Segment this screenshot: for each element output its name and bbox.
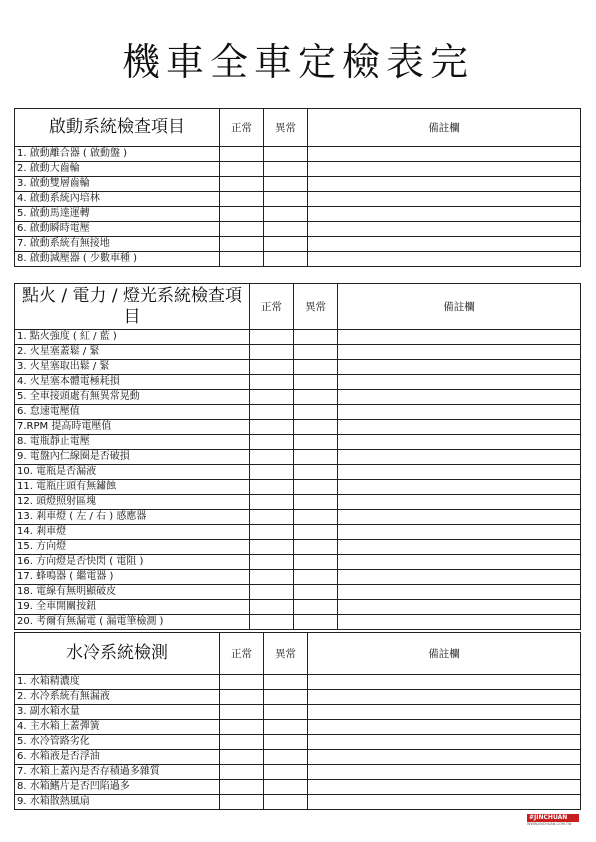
check-item-label: 2. 水冷系統有無漏液 — [15, 690, 220, 705]
abnormal-check-cell[interactable] — [264, 720, 308, 735]
normal-check-cell[interactable] — [250, 450, 294, 465]
check-item-label: 15. 方向燈 — [15, 540, 250, 555]
abnormal-check-cell[interactable] — [294, 420, 338, 435]
normal-check-cell[interactable] — [220, 720, 264, 735]
normal-check-cell[interactable] — [250, 495, 294, 510]
check-item-label: 5. 水冷管路劣化 — [15, 735, 220, 750]
table-row — [15, 465, 581, 480]
normal-check-cell[interactable] — [250, 585, 294, 600]
check-item-label: 16. 方向燈是否快閃 ( 電阻 ) — [15, 555, 250, 570]
logo-text: #JINCHUAN — [527, 814, 579, 822]
col-notes-header: 備註欄 — [308, 633, 581, 675]
table-row — [15, 600, 581, 615]
notes-cell[interactable] — [338, 540, 581, 555]
check-item-label: 13. 剎車燈 ( 左 / 右 ) 感應器 — [15, 510, 250, 525]
abnormal-check-cell[interactable] — [294, 540, 338, 555]
normal-check-cell[interactable] — [220, 705, 264, 720]
normal-check-cell[interactable] — [220, 795, 264, 810]
table-row — [15, 375, 581, 390]
abnormal-check-cell[interactable] — [294, 600, 338, 615]
col-abnormal-header: 異常 — [264, 633, 308, 675]
check-item-label: 8. 水箱鰭片是否凹陷過多 — [15, 780, 220, 795]
check-item-label: 20. 考爾有無漏電 ( 漏電筆檢測 ) — [15, 615, 250, 630]
check-item-label: 1. 啟動離合器 ( 啟動盤 ) — [15, 147, 220, 162]
abnormal-check-cell[interactable] — [264, 162, 308, 177]
abnormal-check-cell[interactable] — [264, 207, 308, 222]
table-row — [15, 420, 581, 435]
table-row — [15, 207, 581, 222]
col-notes-header: 備註欄 — [308, 109, 581, 147]
check-item-label: 19. 全車開關按鈕 — [15, 600, 250, 615]
normal-check-cell[interactable] — [220, 750, 264, 765]
abnormal-check-cell[interactable] — [264, 735, 308, 750]
table-row — [15, 192, 581, 207]
check-item-label: 17. 蜂鳴器 ( 繼電器 ) — [15, 570, 250, 585]
notes-cell[interactable] — [308, 735, 581, 750]
check-item-label: 12. 頭燈照射區塊 — [15, 495, 250, 510]
abnormal-check-cell[interactable] — [294, 390, 338, 405]
normal-check-cell[interactable] — [250, 465, 294, 480]
table-row — [15, 555, 581, 570]
check-item-label: 7.RPM 提高時電壓值 — [15, 420, 250, 435]
normal-check-cell[interactable] — [220, 690, 264, 705]
check-item-label: 6. 啟動瞬時電壓 — [15, 222, 220, 237]
table-row — [15, 177, 581, 192]
check-item-label: 9. 電盤內仁線圈是否破損 — [15, 450, 250, 465]
table-row — [15, 780, 581, 795]
notes-cell[interactable] — [338, 405, 581, 420]
notes-cell[interactable] — [338, 375, 581, 390]
table-row — [15, 525, 581, 540]
table-row — [15, 750, 581, 765]
col-abnormal-header: 異常 — [294, 284, 338, 330]
table-row — [15, 540, 581, 555]
table-row — [15, 345, 581, 360]
normal-check-cell[interactable] — [220, 192, 264, 207]
table-row — [15, 585, 581, 600]
notes-cell[interactable] — [308, 795, 581, 810]
section-3-rows — [15, 675, 581, 810]
col-abnormal-header: 異常 — [264, 109, 308, 147]
abnormal-check-cell[interactable] — [264, 222, 308, 237]
table-row — [15, 570, 581, 585]
notes-cell[interactable] — [308, 765, 581, 780]
table-row — [15, 330, 581, 345]
page-title: 機車全車定檢表完 — [121, 40, 474, 84]
abnormal-check-cell[interactable] — [294, 360, 338, 375]
normal-check-cell[interactable] — [250, 375, 294, 390]
table-row — [15, 390, 581, 405]
notes-cell[interactable] — [308, 147, 581, 162]
normal-check-cell[interactable] — [220, 735, 264, 750]
notes-cell[interactable] — [338, 480, 581, 495]
notes-cell[interactable] — [308, 252, 581, 267]
normal-check-cell[interactable] — [250, 330, 294, 345]
table-row — [15, 795, 581, 810]
table-row — [15, 690, 581, 705]
table-row — [15, 765, 581, 780]
table-row — [15, 720, 581, 735]
abnormal-check-cell[interactable] — [294, 615, 338, 630]
check-item-label: 6. 怠速電壓值 — [15, 405, 250, 420]
check-item-label: 2. 火星塞蓋鬆 / 緊 — [15, 345, 250, 360]
abnormal-check-cell[interactable] — [294, 450, 338, 465]
check-item-label: 18. 電線有無明顯破皮 — [15, 585, 250, 600]
abnormal-check-cell[interactable] — [294, 330, 338, 345]
check-item-label: 10. 電瓶是否漏液 — [15, 465, 250, 480]
normal-check-cell[interactable] — [220, 177, 264, 192]
check-item-label: 8. 電瓶靜止電壓 — [15, 435, 250, 450]
normal-check-cell[interactable] — [220, 147, 264, 162]
abnormal-check-cell[interactable] — [264, 780, 308, 795]
abnormal-check-cell[interactable] — [294, 585, 338, 600]
notes-cell[interactable] — [338, 615, 581, 630]
table-row — [15, 405, 581, 420]
check-item-label: 6. 水箱液是否浮油 — [15, 750, 220, 765]
abnormal-check-cell[interactable] — [264, 705, 308, 720]
notes-cell[interactable] — [338, 330, 581, 345]
normal-check-cell[interactable] — [250, 555, 294, 570]
abnormal-check-cell[interactable] — [294, 570, 338, 585]
abnormal-check-cell[interactable] — [294, 435, 338, 450]
notes-cell[interactable] — [308, 750, 581, 765]
check-item-label: 3. 啟動雙層齒輪 — [15, 177, 220, 192]
section-title: 啟動系統檢查項目 — [15, 109, 220, 147]
notes-cell[interactable] — [338, 600, 581, 615]
notes-cell[interactable] — [308, 690, 581, 705]
normal-check-cell[interactable] — [250, 480, 294, 495]
abnormal-check-cell[interactable] — [294, 405, 338, 420]
notes-cell[interactable] — [338, 435, 581, 450]
normal-check-cell[interactable] — [250, 540, 294, 555]
normal-check-cell[interactable] — [220, 237, 264, 252]
notes-cell[interactable] — [308, 222, 581, 237]
notes-cell[interactable] — [338, 570, 581, 585]
normal-check-cell[interactable] — [250, 525, 294, 540]
abnormal-check-cell[interactable] — [264, 147, 308, 162]
abnormal-check-cell[interactable] — [294, 495, 338, 510]
notes-cell[interactable] — [338, 450, 581, 465]
table-row — [15, 675, 581, 690]
check-item-label: 8. 啟動減壓器 ( 少數車種 ) — [15, 252, 220, 267]
notes-cell[interactable] — [308, 780, 581, 795]
section-2-rows — [15, 330, 581, 630]
notes-cell[interactable] — [338, 390, 581, 405]
abnormal-check-cell[interactable] — [294, 345, 338, 360]
notes-cell[interactable] — [308, 162, 581, 177]
check-item-label: 4. 火星塞本體電極耗損 — [15, 375, 250, 390]
notes-cell[interactable] — [308, 192, 581, 207]
table-row — [15, 147, 581, 162]
notes-cell[interactable] — [338, 420, 581, 435]
section-ignition-electrical-lighting — [14, 283, 581, 630]
check-item-label: 4. 主水箱上蓋彈簧 — [15, 720, 220, 735]
check-item-label: 11. 電瓶庄頭有無鏽蝕 — [15, 480, 250, 495]
notes-cell[interactable] — [338, 510, 581, 525]
normal-check-cell[interactable] — [220, 222, 264, 237]
col-normal-header: 正常 — [250, 284, 294, 330]
notes-cell[interactable] — [308, 177, 581, 192]
check-item-label: 3. 副水箱水量 — [15, 705, 220, 720]
check-item-label: 7. 水箱上蓋內是否存積過多雜質 — [15, 765, 220, 780]
table-row — [15, 705, 581, 720]
normal-check-cell[interactable] — [250, 570, 294, 585]
notes-cell[interactable] — [308, 705, 581, 720]
section-starter-system — [14, 108, 581, 267]
abnormal-check-cell[interactable] — [294, 480, 338, 495]
col-normal-header: 正常 — [220, 109, 264, 147]
normal-check-cell[interactable] — [220, 675, 264, 690]
table-row — [15, 480, 581, 495]
check-item-label: 4. 啟動系統內培林 — [15, 192, 220, 207]
notes-cell[interactable] — [338, 345, 581, 360]
table-row — [15, 435, 581, 450]
check-item-label: 7. 啟動系統有無接地 — [15, 237, 220, 252]
abnormal-check-cell[interactable] — [264, 177, 308, 192]
notes-cell[interactable] — [308, 675, 581, 690]
normal-check-cell[interactable] — [250, 600, 294, 615]
normal-check-cell[interactable] — [250, 510, 294, 525]
abnormal-check-cell[interactable] — [264, 765, 308, 780]
normal-check-cell[interactable] — [220, 780, 264, 795]
normal-check-cell[interactable] — [220, 765, 264, 780]
table-row — [15, 222, 581, 237]
table-row — [15, 360, 581, 375]
normal-check-cell[interactable] — [250, 435, 294, 450]
abnormal-check-cell[interactable] — [294, 525, 338, 540]
check-item-label: 14. 剎車燈 — [15, 525, 250, 540]
abnormal-check-cell[interactable] — [264, 750, 308, 765]
normal-check-cell[interactable] — [250, 405, 294, 420]
table-row — [15, 450, 581, 465]
notes-cell[interactable] — [338, 360, 581, 375]
check-item-label: 1. 點火強度 ( 紅 / 藍 ) — [15, 330, 250, 345]
logo-subtext: WWW.JINCHUAN.COM.TW — [527, 822, 572, 826]
table-row — [15, 495, 581, 510]
normal-check-cell[interactable] — [250, 345, 294, 360]
abnormal-check-cell[interactable] — [264, 795, 308, 810]
notes-cell[interactable] — [338, 555, 581, 570]
normal-check-cell[interactable] — [220, 252, 264, 267]
abnormal-check-cell[interactable] — [294, 375, 338, 390]
notes-cell[interactable] — [338, 525, 581, 540]
check-item-label: 5. 啟動馬達運轉 — [15, 207, 220, 222]
notes-cell[interactable] — [308, 720, 581, 735]
abnormal-check-cell[interactable] — [264, 252, 308, 267]
table-row — [15, 735, 581, 750]
check-item-label: 5. 全車接頭處有無異常晃動 — [15, 390, 250, 405]
check-item-label: 9. 水箱散熱風扇 — [15, 795, 220, 810]
abnormal-check-cell[interactable] — [294, 465, 338, 480]
notes-cell[interactable] — [308, 237, 581, 252]
normal-check-cell[interactable] — [220, 162, 264, 177]
abnormal-check-cell[interactable] — [294, 510, 338, 525]
abnormal-check-cell[interactable] — [264, 690, 308, 705]
table-row — [15, 237, 581, 252]
table-row — [15, 615, 581, 630]
abnormal-check-cell[interactable] — [264, 192, 308, 207]
normal-check-cell[interactable] — [250, 360, 294, 375]
table-row — [15, 510, 581, 525]
normal-check-cell[interactable] — [250, 390, 294, 405]
abnormal-check-cell[interactable] — [294, 555, 338, 570]
check-item-label: 1. 水箱精濃度 — [15, 675, 220, 690]
notes-cell[interactable] — [338, 585, 581, 600]
check-item-label: 2. 啟動大齒輪 — [15, 162, 220, 177]
abnormal-check-cell[interactable] — [264, 237, 308, 252]
table-row — [15, 162, 581, 177]
section-title: 水冷系統檢測 — [15, 633, 220, 675]
brand-logo — [527, 814, 579, 834]
col-notes-header: 備註欄 — [338, 284, 581, 330]
section-title: 點火 / 電力 / 燈光系統檢查項目 — [15, 284, 250, 330]
notes-cell[interactable] — [308, 207, 581, 222]
section-water-cooling — [14, 632, 581, 810]
check-item-label: 3. 火星塞取出鬆 / 緊 — [15, 360, 250, 375]
notes-cell[interactable] — [338, 465, 581, 480]
normal-check-cell[interactable] — [250, 615, 294, 630]
notes-cell[interactable] — [338, 495, 581, 510]
normal-check-cell[interactable] — [220, 207, 264, 222]
col-normal-header: 正常 — [220, 633, 264, 675]
normal-check-cell[interactable] — [250, 420, 294, 435]
section-1-rows — [15, 147, 581, 267]
abnormal-check-cell[interactable] — [264, 675, 308, 690]
table-row — [15, 252, 581, 267]
